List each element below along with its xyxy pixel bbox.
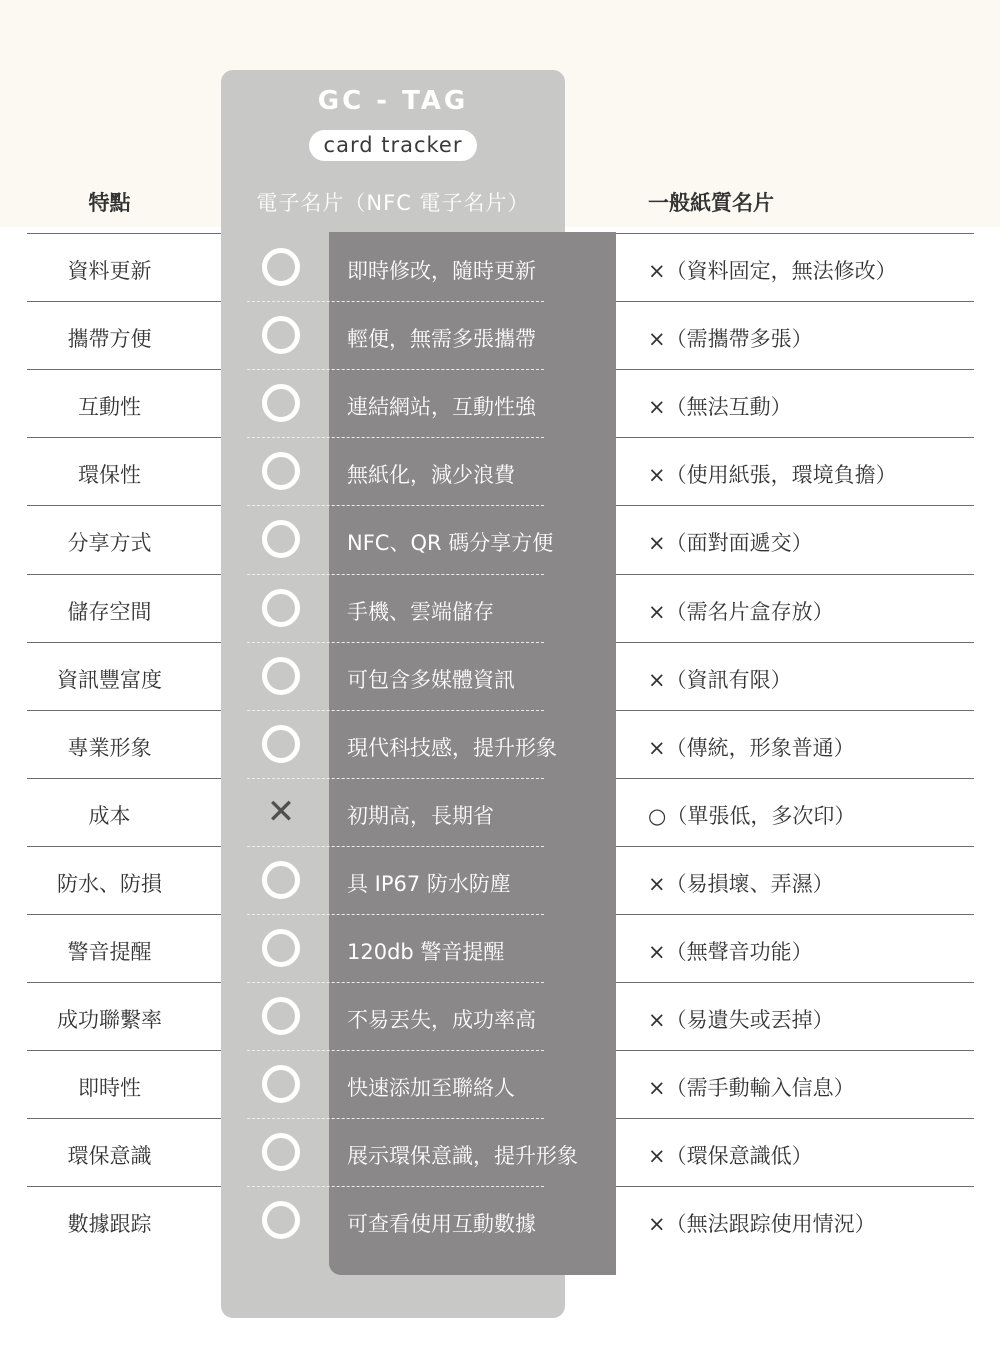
row-divider [616,301,974,302]
header-feature: 特點 [88,191,131,215]
row-divider [616,1050,974,1051]
table-row [0,574,1000,642]
row-divider [27,778,221,779]
circle-mark-icon [262,725,300,763]
electronic-card-description: 不易丟失，成功率高 [347,1008,536,1033]
feature-label: 攜帶方便 [67,327,152,352]
electronic-card-description: 可查看使用互動數據 [347,1212,536,1237]
row-divider [27,1050,221,1051]
table-row [0,642,1000,710]
circle-mark-icon [262,1133,300,1171]
brand-title: GC - TAG [317,86,469,116]
circle-mark-icon [262,1065,300,1103]
table-row [0,914,1000,982]
paper-card-note: ×（易遺失或丟掉） [648,1008,834,1033]
table-row [0,778,1000,846]
circle-mark-icon [262,657,300,695]
feature-label: 環保意識 [67,1144,152,1169]
header-electronic-card: 電子名片（NFC 電子名片） [256,191,530,215]
electronic-card-description: 現代科技感，提升形象 [347,735,557,760]
paper-card-note: ×（環保意識低） [648,1144,813,1169]
row-divider [27,710,221,711]
electronic-card-description: 可包含多媒體資訊 [347,667,515,692]
row-dashed-divider [247,914,544,915]
paper-card-note: ×（需手動輸入信息） [648,1076,855,1101]
paper-card-note: ×（資料固定，無法修改） [648,259,897,283]
table-row [0,1186,1000,1254]
row-dashed-divider [247,369,544,370]
x-mark-icon: ✕ [266,791,296,832]
feature-label: 成功聯繫率 [57,1008,162,1033]
table-row [0,301,1000,369]
table-row [0,1050,1000,1118]
row-dashed-divider [247,982,544,983]
feature-label: 數據跟踪 [67,1212,152,1237]
row-dashed-divider [247,301,544,302]
row-dashed-divider [247,437,544,438]
row-divider [27,914,221,915]
row-dashed-divider [247,710,544,711]
circle-mark-icon [262,520,300,558]
circle-mark-icon [262,861,300,899]
circle-mark-icon [262,452,300,490]
table-row [0,1118,1000,1186]
row-dashed-divider [247,846,544,847]
feature-label: 成本 [88,803,131,828]
feature-label: 資料更新 [67,259,152,283]
electronic-card-description: 具 IP67 防水防塵 [347,871,511,896]
row-divider [27,369,221,370]
row-dashed-divider [247,778,544,779]
feature-label: 專業形象 [67,735,152,760]
row-divider [616,778,974,779]
row-divider [616,574,974,575]
row-divider [616,710,974,711]
circle-mark-icon [262,248,300,286]
feature-label: 環保性 [78,463,141,488]
row-divider [616,1186,974,1187]
row-divider [616,505,974,506]
paper-card-note: ×（使用紙張，環境負擔） [648,463,897,488]
electronic-card-description: 連結網站，互動性強 [347,395,536,420]
circle-mark-icon [262,929,300,967]
row-divider [616,369,974,370]
row-divider [27,301,221,302]
paper-card-note: ×（易損壞、弄濕） [648,871,834,896]
row-dashed-divider [247,505,544,506]
row-dashed-divider [247,1186,544,1187]
paper-card-note: ×（傳統，形象普通） [648,735,855,760]
row-dashed-divider [247,1050,544,1051]
row-divider [616,982,974,983]
feature-label: 防水、防損 [57,871,162,896]
paper-card-note: ×（資訊有限） [648,667,792,692]
table-row [0,846,1000,914]
feature-label: 儲存空間 [67,599,152,624]
feature-label: 警音提醒 [67,940,152,964]
table-row [0,982,1000,1050]
paper-card-note: ×（無聲音功能） [648,940,813,964]
header-paper-card: 一般紙質名片 [648,191,774,215]
table-row [0,233,1000,301]
row-divider [27,846,221,847]
row-divider [616,233,974,234]
electronic-card-description: 即時修改，隨時更新 [347,259,536,283]
row-divider [27,1118,221,1119]
paper-card-note: ×（無法跟踪使用情況） [648,1212,876,1237]
table-row [0,710,1000,778]
row-divider [27,574,221,575]
electronic-card-description: 輕便，無需多張攜帶 [347,327,536,352]
row-dashed-divider [247,1118,544,1119]
electronic-card-description: 手機、雲端儲存 [347,599,494,624]
row-divider [616,914,974,915]
electronic-card-description: 無紙化，減少浪費 [347,463,515,488]
electronic-card-description: 展示環保意識，提升形象 [347,1144,578,1169]
paper-card-note: ×（需名片盒存放） [648,599,834,624]
table-bottom-edge [0,1255,1000,1323]
feature-label: 即時性 [78,1076,141,1101]
feature-label: 互動性 [78,395,141,420]
row-divider [27,642,221,643]
electronic-card-description: NFC、QR 碼分享方便 [347,531,554,556]
feature-label: 資訊豐富度 [57,667,162,692]
row-divider [616,846,974,847]
row-dashed-divider [247,574,544,575]
row-dashed-divider [247,642,544,643]
row-divider [27,437,221,438]
paper-card-note: ×（需攜帶多張） [648,327,813,352]
circle-mark-icon [262,1201,300,1239]
brand-subtitle-pill: card tracker [309,130,477,161]
row-divider [27,1186,221,1187]
paper-card-note: ×（面對面遞交） [648,531,813,556]
circle-mark-icon [262,997,300,1035]
row-divider [616,437,974,438]
circle-mark-icon [262,384,300,422]
feature-label: 分享方式 [67,531,152,556]
paper-card-note: ×（無法互動） [648,395,792,420]
row-divider [27,233,221,234]
row-divider [616,1118,974,1119]
circle-mark-icon [262,316,300,354]
table-row [0,505,1000,573]
row-divider [27,982,221,983]
table-row [0,369,1000,437]
electronic-card-description: 初期高，長期省 [347,803,494,828]
electronic-card-description: 快速添加至聯絡人 [347,1076,515,1101]
row-divider [27,505,221,506]
paper-card-note: ○（單張低，多次印） [648,803,856,828]
table-row [0,437,1000,505]
electronic-card-description: 120db 警音提醒 [347,940,505,964]
circle-mark-icon [262,589,300,627]
row-divider [616,642,974,643]
